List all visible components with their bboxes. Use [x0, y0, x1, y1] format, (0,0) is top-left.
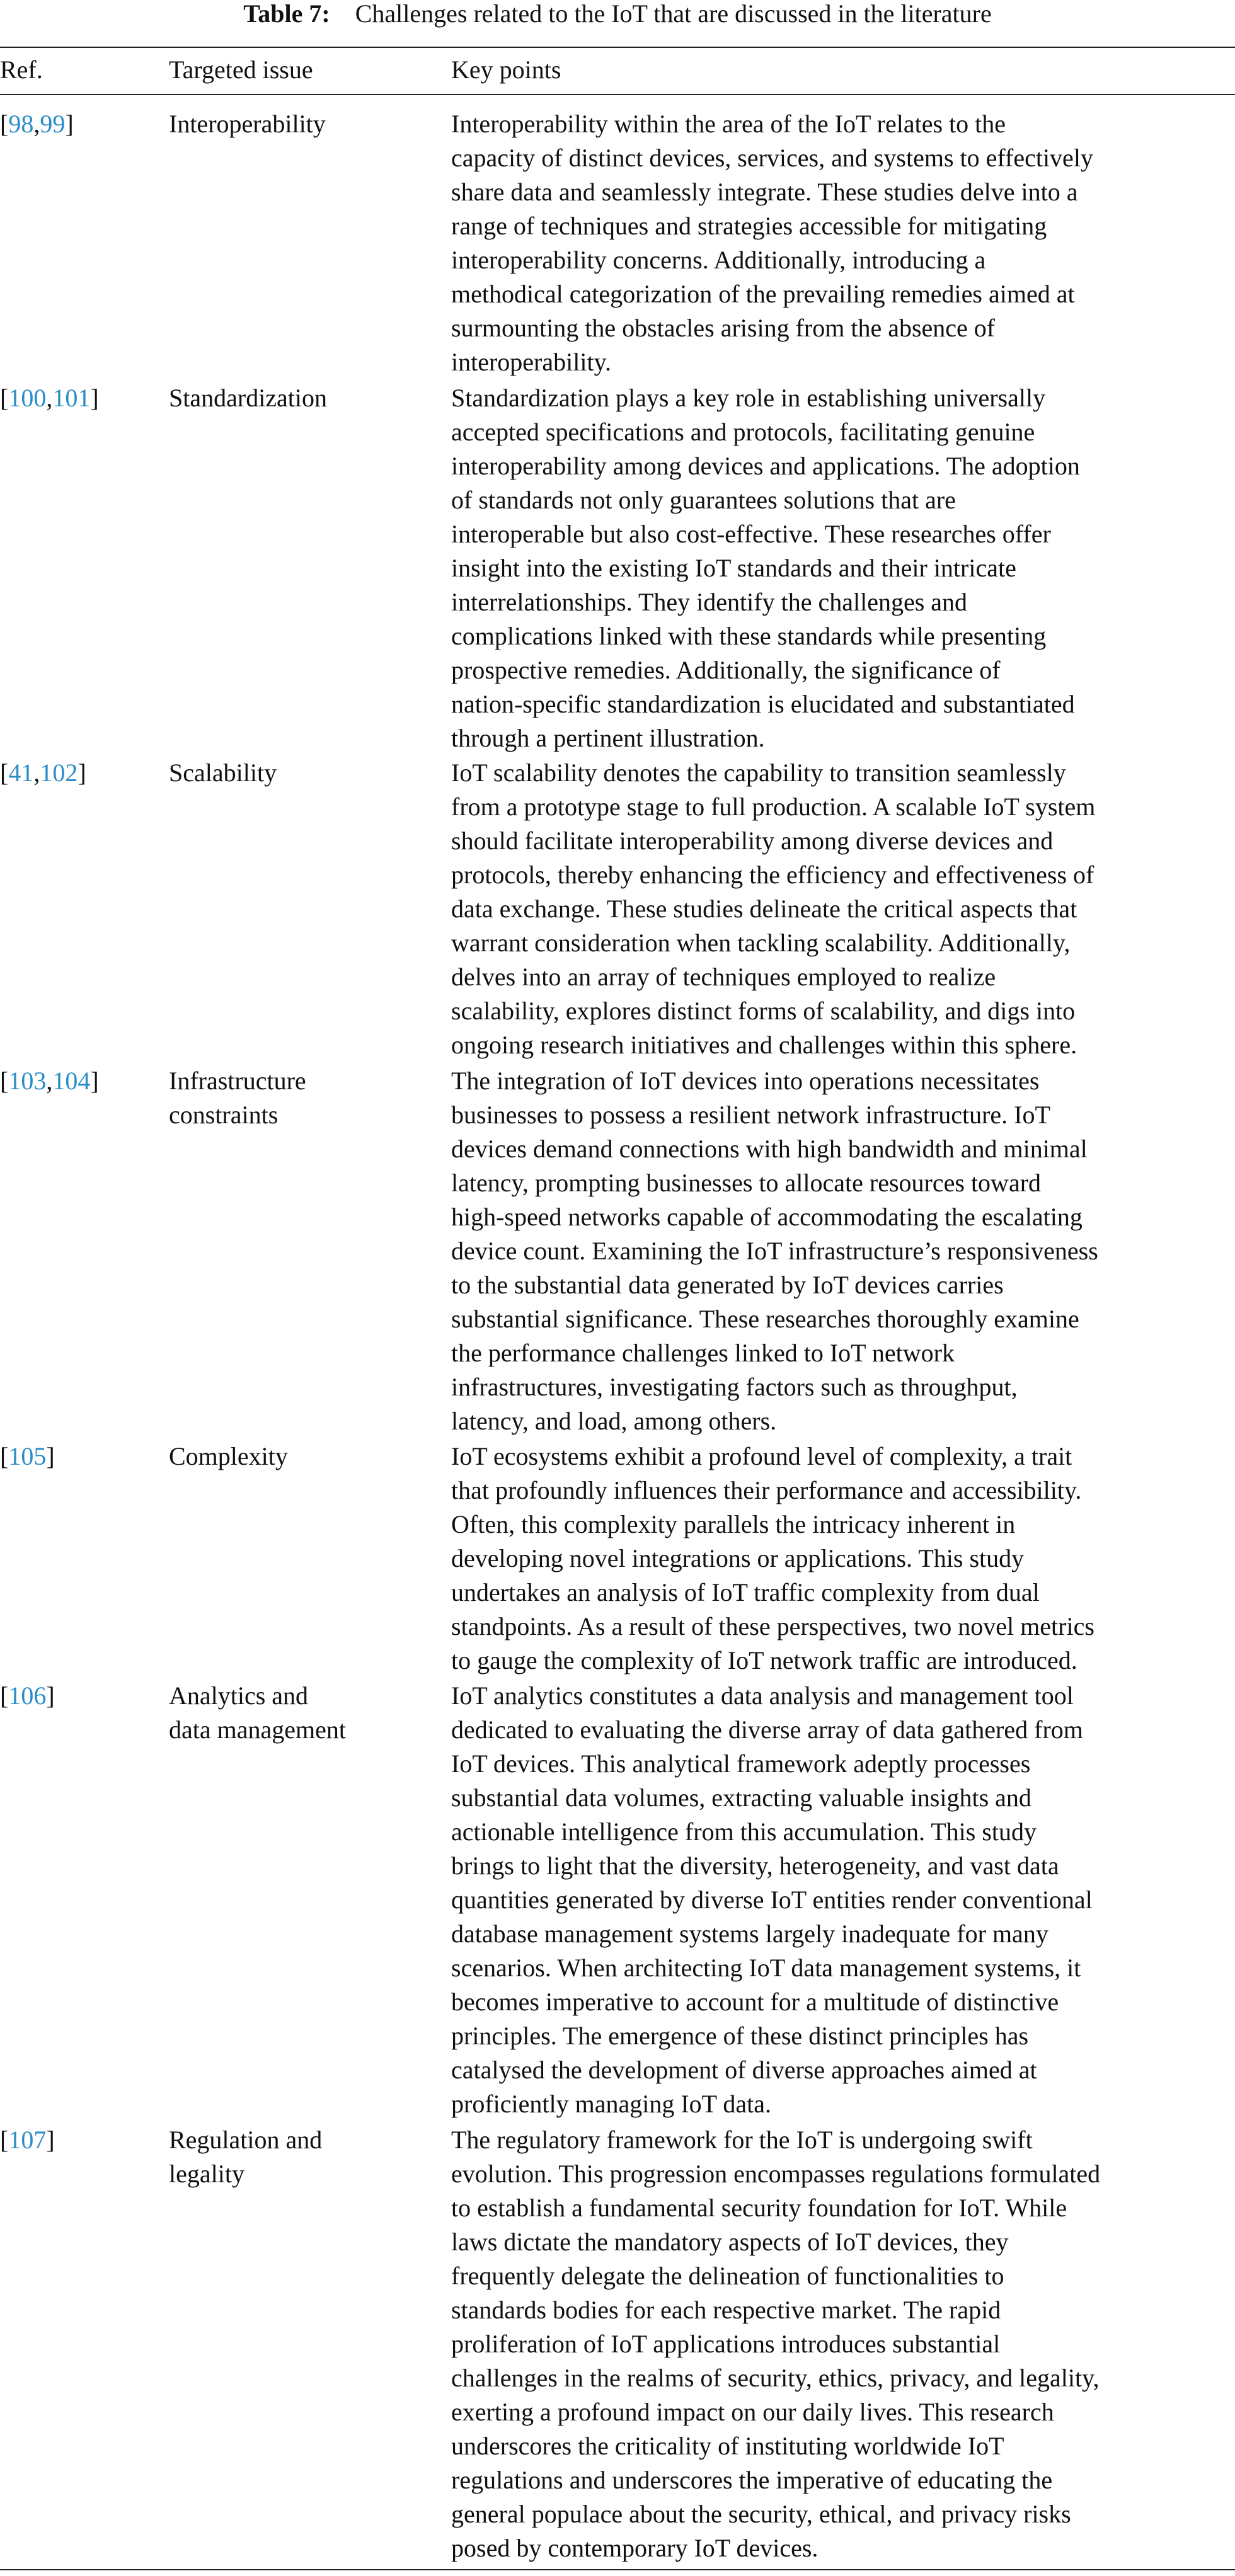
- citation-link[interactable]: 99: [40, 110, 66, 138]
- key-points-line: of standards not only guarantees solutions that are: [451, 486, 956, 514]
- column-header-key-points: Key points: [451, 55, 561, 84]
- key-points-line: becomes imperative to account for a multitude of distinctive: [451, 1988, 1059, 2016]
- key-points-line: the performance challenges linked to IoT network: [451, 1339, 955, 1367]
- key-points-line: substantial data volumes, extracting valuable insights and: [451, 1783, 1031, 1812]
- key-points-cell: [451, 1440, 1220, 1678]
- targeted-issue-text: Regulation and: [169, 2126, 323, 2154]
- table-header-rule: [0, 94, 1235, 95]
- targeted-issue-text: Analytics and: [169, 1681, 309, 1710]
- key-points-line: latency, prompting businesses to allocate resources toward: [451, 1169, 1042, 1197]
- key-points-line: catalysed the development of diverse approaches aimed at: [451, 2056, 1037, 2084]
- key-points-line: latency, and load, among others.: [451, 1407, 777, 1435]
- table-caption: [0, 0, 1235, 28]
- citation-link[interactable]: 101: [52, 384, 91, 412]
- targeted-issue-cell: [169, 107, 446, 141]
- key-points-line: to establish a fundamental security foundation for IoT. While: [451, 2194, 1067, 2222]
- key-points-line: warrant consideration when tackling scalability. Additionally,: [451, 929, 1071, 957]
- ref-cell: [41,102]: [0, 758, 86, 787]
- key-points-line: database management systems largely inadequate for many: [451, 1920, 1048, 1948]
- ref-cell: [106]: [0, 1681, 55, 1710]
- key-points-line: to the substantial data generated by IoT devices carries: [451, 1271, 1004, 1299]
- key-points-cell: [451, 1679, 1220, 2121]
- key-points-line: Interoperability within the area of the IoT relates to the: [451, 110, 1006, 138]
- key-points-cell: [451, 107, 1220, 379]
- key-points-line: protocols, thereby enhancing the efficiency and effectiveness of: [451, 861, 1094, 889]
- key-points-line: should facilitate interoperability among diverse devices and: [451, 827, 1054, 855]
- key-points-line: regulations and underscores the imperative of educating the: [451, 2466, 1053, 2494]
- key-points-line: to gauge the complexity of IoT network traffic are introduced.: [451, 1646, 1077, 1674]
- key-points-line: actionable intelligence from this accumulation. This study: [451, 1818, 1037, 1846]
- key-points-line: principles. The emergence of these distinct principles has: [451, 2022, 1029, 2050]
- targeted-issue-text: Scalability: [169, 758, 277, 787]
- ref-cell: [100,101]: [0, 384, 99, 412]
- key-points-line: IoT scalability denotes the capability to transition seamlessly: [451, 758, 1066, 787]
- targeted-issue-cell: [169, 1064, 446, 1132]
- citation-link[interactable]: 100: [8, 384, 47, 412]
- table-bottom-rule: [0, 2569, 1235, 2570]
- key-points-line: Often, this complexity parallels the intricacy inherent in: [451, 1510, 1016, 1538]
- key-points-line: infrastructures, investigating factors such as throughput,: [451, 1373, 1018, 1401]
- key-points-line: device count. Examining the IoT infrastructure’s responsiveness: [451, 1237, 1098, 1265]
- key-points-line: posed by contemporary IoT devices.: [451, 2534, 819, 2562]
- key-points-line: prospective remedies. Additionally, the significance of: [451, 656, 1001, 684]
- targeted-issue-cell: [169, 1440, 446, 1474]
- key-points-line: IoT ecosystems exhibit a profound level of complexity, a trait: [451, 1442, 1072, 1470]
- key-points-line: frequently delegate the delineation of functionalities to: [451, 2262, 1004, 2290]
- key-points-line: range of techniques and strategies accessible for mitigating: [451, 212, 1047, 240]
- key-points-line: evolution. This progression encompasses regulations formulated: [451, 2160, 1101, 2188]
- key-points-line: complications linked with these standards while presenting: [451, 622, 1047, 650]
- key-points-line: The integration of IoT devices into operations necessitates: [451, 1067, 1040, 1095]
- key-points-line: Standardization plays a key role in establishing universally: [451, 384, 1046, 412]
- key-points-line: proliferation of IoT applications introduces substantial: [451, 2330, 1001, 2358]
- key-points-line: IoT devices. This analytical framework adeptly processes: [451, 1749, 1031, 1778]
- key-points-line: interoperability concerns. Additionally, introducing a: [451, 246, 986, 274]
- targeted-issue-cell: [169, 756, 446, 790]
- targeted-issue-text: Standardization: [169, 384, 328, 412]
- key-points-line: nation-specific standardization is elucidated and substantiated: [451, 690, 1075, 718]
- table-caption-text: Challenges related to the IoT that are discussed in the literature: [355, 0, 992, 28]
- key-points-cell: [451, 381, 1220, 755]
- column-header-ref: Ref.: [0, 55, 43, 84]
- citation-link[interactable]: 105: [8, 1442, 47, 1470]
- key-points-line: ongoing research initiatives and challenges within this sphere.: [451, 1031, 1077, 1059]
- key-points-line: general populace about the security, ethical, and privacy risks: [451, 2500, 1071, 2528]
- key-points-line: undertakes an analysis of IoT traffic complexity from dual: [451, 1578, 1040, 1606]
- key-points-line: substantial significance. These researches thoroughly examine: [451, 1305, 1079, 1333]
- key-points-line: high-speed networks capable of accommodating the escalating: [451, 1203, 1083, 1231]
- key-points-line: insight into the existing IoT standards and their intricate: [451, 554, 1016, 582]
- column-header-targeted-issue: Targeted issue: [169, 55, 313, 84]
- targeted-issue-text: Complexity: [169, 1442, 288, 1470]
- key-points-line: laws dictate the mandatory aspects of IoT devices, they: [451, 2228, 1009, 2256]
- key-points-line: standpoints. As a result of these perspectives, two novel metrics: [451, 1612, 1094, 1640]
- targeted-issue-cell: [169, 1679, 446, 1747]
- citation-link[interactable]: 98: [8, 110, 34, 138]
- key-points-cell: [451, 756, 1220, 1062]
- targeted-issue-text: Infrastructure: [169, 1067, 306, 1095]
- key-points-line: accepted specifications and protocols, facilitating genuine: [451, 418, 1035, 446]
- targeted-issue-cell: [169, 381, 446, 415]
- key-points-line: delves into an array of techniques employed to realize: [451, 963, 996, 991]
- key-points-line: through a pertinent illustration.: [451, 724, 765, 752]
- key-points-line: proficiently managing IoT data.: [451, 2090, 771, 2118]
- key-points-line: IoT analytics constitutes a data analysis and management tool: [451, 1681, 1074, 1710]
- targeted-issue-cell: [169, 2123, 446, 2191]
- ref-cell: [105]: [0, 1442, 55, 1470]
- key-points-line: methodical categorization of the prevailing remedies aimed at: [451, 280, 1075, 308]
- key-points-line: developing novel integrations or applications. This study: [451, 1544, 1025, 1572]
- table-caption-spacer: [336, 0, 349, 28]
- key-points-line: underscores the criticality of instituting worldwide IoT: [451, 2432, 1004, 2460]
- targeted-issue-text: Interoperability: [169, 110, 326, 138]
- key-points-line: interoperability among devices and applications. The adoption: [451, 452, 1080, 480]
- key-points-line: interoperability.: [451, 348, 611, 376]
- key-points-line: dedicated to evaluating the diverse array of data gathered from: [451, 1715, 1083, 1744]
- citation-link[interactable]: 106: [8, 1681, 47, 1710]
- citation-link[interactable]: 104: [52, 1067, 91, 1095]
- citation-link[interactable]: 102: [40, 758, 78, 787]
- targeted-issue-text: data management: [169, 1715, 346, 1744]
- key-points-line: surmounting the obstacles arising from the absence of: [451, 314, 996, 342]
- key-points-line: standards bodies for each respective market. The rapid: [451, 2296, 1001, 2324]
- key-points-line: share data and seamlessly integrate. These studies delve into a: [451, 178, 1078, 206]
- key-points-cell: [451, 1064, 1220, 1438]
- key-points-line: interoperable but also cost-effective. These researches offer: [451, 520, 1051, 548]
- table-top-rule: [0, 47, 1235, 48]
- key-points-line: businesses to possess a resilient network infrastructure. IoT: [451, 1101, 1050, 1129]
- key-points-line: The regulatory framework for the IoT is undergoing swift: [451, 2126, 1033, 2154]
- key-points-line: brings to light that the diversity, heterogeneity, and vast data: [451, 1852, 1059, 1880]
- key-points-line: challenges in the realms of security, ethics, privacy, and legality,: [451, 2364, 1100, 2392]
- key-points-line: quantities generated by diverse IoT entities render conventional: [451, 1886, 1093, 1914]
- key-points-line: interrelationships. They identify the challenges and: [451, 588, 968, 616]
- ref-cell: [107]: [0, 2126, 55, 2154]
- key-points-line: exerting a profound impact on our daily lives. This research: [451, 2398, 1054, 2426]
- key-points-line: devices demand connections with high bandwidth and minimal: [451, 1135, 1088, 1163]
- citation-link[interactable]: 107: [8, 2126, 47, 2154]
- targeted-issue-text: constraints: [169, 1101, 279, 1129]
- key-points-line: from a prototype stage to full production. A scalable IoT system: [451, 793, 1096, 821]
- key-points-line: capacity of distinct devices, services, and systems to effectively: [451, 144, 1093, 172]
- key-points-line: that profoundly influences their performance and accessibility.: [451, 1476, 1082, 1504]
- targeted-issue-text: legality: [169, 2160, 244, 2188]
- key-points-line: scalability, explores distinct forms of scalability, and digs into: [451, 997, 1076, 1025]
- citation-link[interactable]: 103: [8, 1067, 47, 1095]
- key-points-cell: [451, 2123, 1220, 2565]
- ref-cell: [103,104]: [0, 1067, 99, 1095]
- key-points-line: data exchange. These studies delineate the critical aspects that: [451, 895, 1077, 923]
- key-points-line: scenarios. When architecting IoT data management systems, it: [451, 1954, 1081, 1982]
- table-caption-label: Table 7:: [243, 0, 330, 28]
- ref-cell: [98,99]: [0, 110, 74, 138]
- citation-link[interactable]: 41: [8, 758, 34, 787]
